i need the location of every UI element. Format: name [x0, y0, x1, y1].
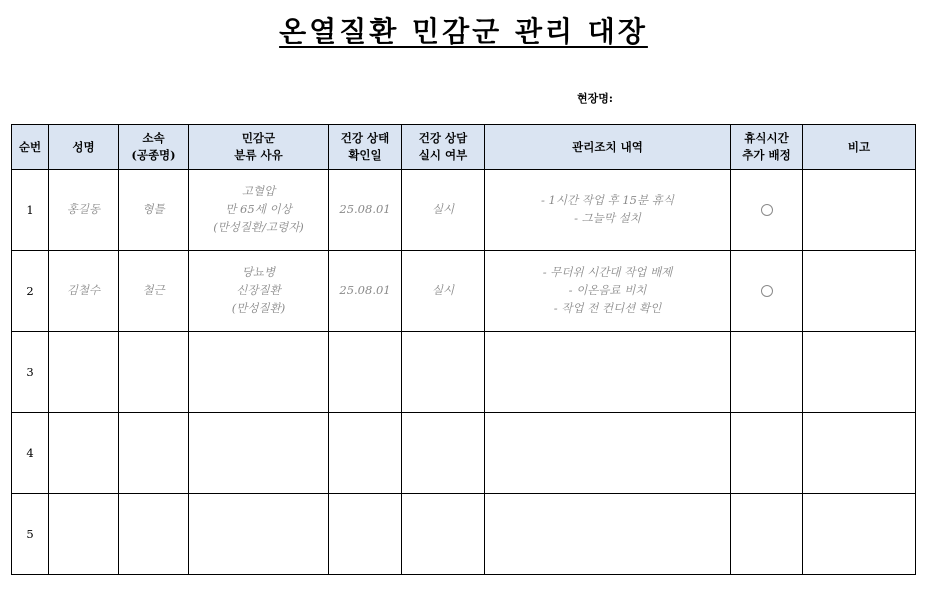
table-row: [12, 494, 916, 575]
cell-check-date[interactable]: 25.08.01: [329, 170, 402, 251]
cell-consult[interactable]: [402, 332, 485, 413]
circle-mark-icon: [761, 285, 773, 297]
cell-measures[interactable]: [485, 170, 731, 251]
cell-name[interactable]: [49, 332, 119, 413]
cell-reason[interactable]: [189, 332, 329, 413]
cell-number[interactable]: 5: [12, 494, 49, 575]
col-consult-header: [402, 125, 485, 170]
cell-name[interactable]: [49, 413, 119, 494]
cell-rest-time[interactable]: [731, 494, 803, 575]
cell-rest-time[interactable]: [731, 251, 803, 332]
reason-line: 신장질환: [236, 283, 281, 298]
cell-name[interactable]: [49, 494, 119, 575]
cell-reason[interactable]: [189, 413, 329, 494]
cell-measures[interactable]: [485, 494, 731, 575]
cell-remarks[interactable]: [803, 494, 916, 575]
header-label: 소속: [142, 131, 165, 146]
cell-number[interactable]: 2: [12, 251, 49, 332]
table-row: [12, 170, 916, 251]
measures-line: - 작업 전 컨디션 확인: [553, 300, 662, 315]
col-name-header: [49, 125, 119, 170]
reason-line: 고혈압: [241, 184, 276, 199]
col-measures-header: [485, 125, 731, 170]
cell-remarks[interactable]: [803, 413, 916, 494]
management-ledger-table: [11, 124, 916, 575]
header-label: 민감군: [241, 131, 276, 146]
site-name-label: 현장명:: [577, 92, 613, 105]
cell-name[interactable]: 김철수: [49, 251, 119, 332]
cell-affiliation[interactable]: 형틀: [119, 170, 189, 251]
cell-reason[interactable]: [189, 170, 329, 251]
cell-check-date[interactable]: [329, 413, 402, 494]
cell-affiliation[interactable]: [119, 332, 189, 413]
cell-consult[interactable]: [402, 413, 485, 494]
header-sublabel: 확인일: [348, 148, 382, 162]
cell-measures[interactable]: [485, 332, 731, 413]
header-sublabel: 추가 배정: [742, 148, 791, 162]
cell-consult[interactable]: [402, 494, 485, 575]
col-affiliation-header: [119, 125, 189, 170]
cell-remarks[interactable]: [803, 251, 916, 332]
table-row: [12, 332, 916, 413]
header-label: 비고: [847, 139, 871, 154]
header-sublabel: 실시 여부: [418, 148, 468, 162]
cell-reason[interactable]: [189, 494, 329, 575]
measures-line: - 1시간 작업 후 15분 휴식: [541, 193, 674, 208]
header-label: 순번: [18, 139, 42, 154]
cell-check-date[interactable]: [329, 494, 402, 575]
header-row: [12, 125, 916, 170]
measures-line: - 그늘막 설치: [574, 211, 641, 225]
reason-line: (만성질환/고령자): [213, 219, 304, 234]
header-label: 건강 상태: [340, 131, 390, 146]
cell-rest-time[interactable]: [731, 170, 803, 251]
cell-number[interactable]: 3: [12, 332, 49, 413]
table-row: [12, 413, 916, 494]
cell-affiliation[interactable]: 철근: [119, 251, 189, 332]
cell-name[interactable]: 홍길동: [49, 170, 119, 251]
measures-line: - 이온음료 비치: [568, 283, 647, 298]
col-check-date-header: [329, 125, 402, 170]
cell-check-date[interactable]: 25.08.01: [329, 251, 402, 332]
col-reason-header: [189, 125, 329, 170]
cell-number[interactable]: 1: [12, 170, 49, 251]
header-label: 휴식시간: [744, 131, 789, 146]
reason-line: 당뇨병: [241, 265, 276, 280]
cell-check-date[interactable]: [329, 332, 402, 413]
table-body: [12, 170, 916, 575]
cell-affiliation[interactable]: [119, 494, 189, 575]
reason-line: 만 65세 이상: [225, 202, 292, 217]
cell-measures[interactable]: [485, 413, 731, 494]
circle-mark-icon: [761, 204, 773, 216]
cell-consult[interactable]: 실시: [402, 170, 485, 251]
header-label: 관리조치 내역: [572, 139, 643, 154]
cell-number[interactable]: 4: [12, 413, 49, 494]
col-number-header: [12, 125, 49, 170]
col-remarks-header: [803, 125, 916, 170]
cell-consult[interactable]: 실시: [402, 251, 485, 332]
cell-rest-time[interactable]: [731, 413, 803, 494]
table-row: [12, 251, 916, 332]
header-label: 건강 상담: [418, 131, 468, 146]
col-rest-time-header: [731, 125, 803, 170]
header-sublabel: 분류 사유: [234, 148, 283, 162]
cell-affiliation[interactable]: [119, 413, 189, 494]
page-title: 온열질환 민감군 관리 대장: [279, 15, 648, 48]
header-sublabel: (공종명): [131, 148, 176, 162]
header-label: 성명: [72, 139, 95, 154]
measures-line: - 무더위 시간대 작업 배제: [542, 265, 673, 280]
cell-reason[interactable]: [189, 251, 329, 332]
cell-remarks[interactable]: [803, 170, 916, 251]
cell-rest-time[interactable]: [731, 332, 803, 413]
cell-remarks[interactable]: [803, 332, 916, 413]
cell-measures[interactable]: [485, 251, 731, 332]
reason-line: (만성질환): [231, 300, 286, 315]
